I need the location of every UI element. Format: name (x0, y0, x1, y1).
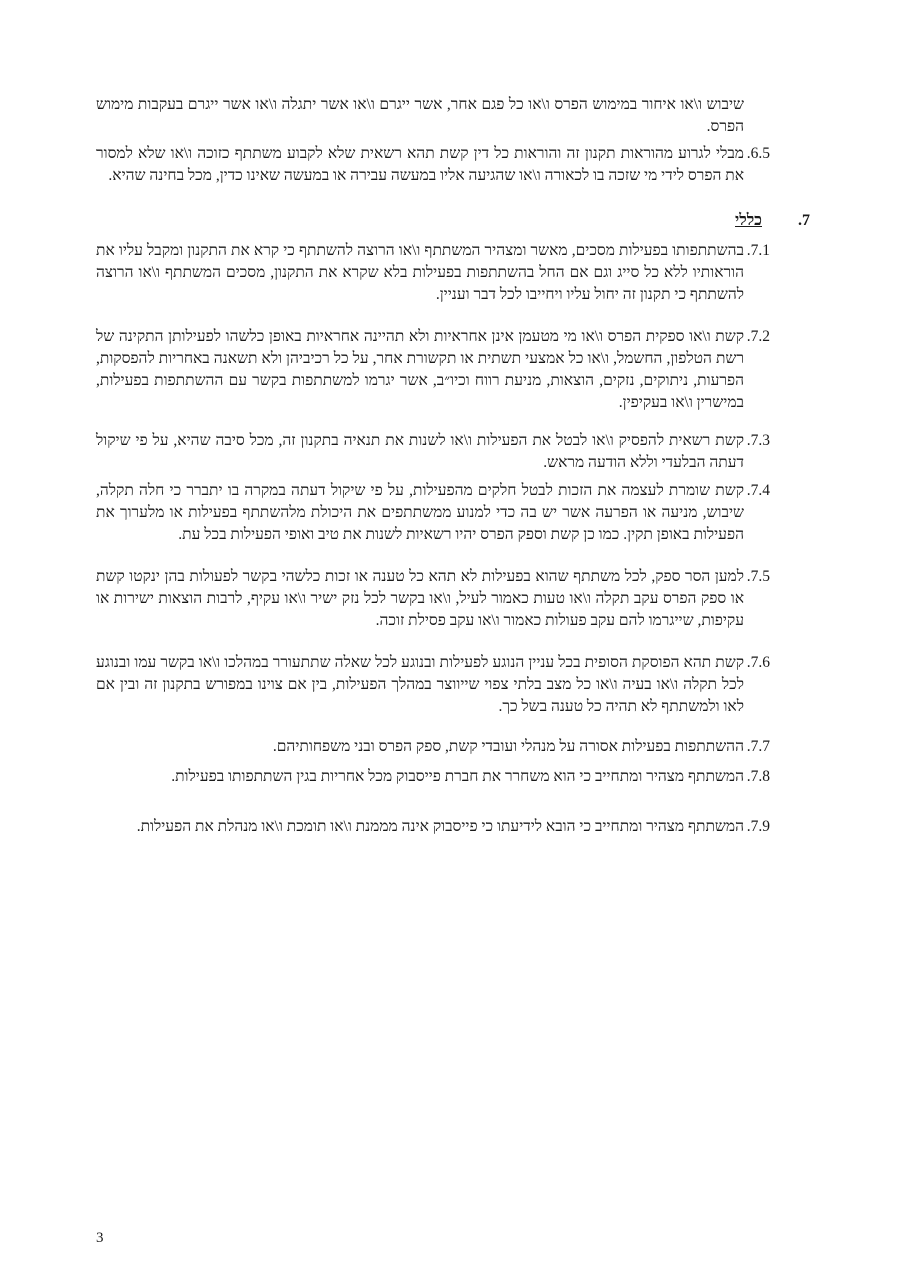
clause-number-7-9: .7.9 (746, 818, 770, 835)
section-number-7: .7 (798, 212, 810, 229)
clause-7-3: קשת רשאית להפסיק ו\או לבטל את הפעילות ו\או לשנות את תנאיה בתקנון זה, מכל סיבה שהיא, על פי שיקול דעתה הבלעדי וללא הודעה מראש. (96, 432, 744, 471)
clause-6-5: מבלי לגרוע מהוראות תקנון זה והוראות כל דין קשת תהא רשאית שלא לקבוע משתתף כזוכה ו\או שלא למסור את הפרס לידי מי שזכה בו לכאורה ו\או שהגיעה אליו במעשה עבירה או במעשה שאינו כדין, מכל בחינה שהיא. (96, 145, 744, 184)
continuation-paragraph: שיבוש ו\או איחור במימוש הפרס ו\או כל פגם אחר, אשר ייגרם ו\או אשר יתגלה ו\או אשר ייגרם בעקבות מימוש הפרס. (96, 96, 744, 135)
clause-7-9: המשתתף מצהיר ומתחייב כי הובא לידיעתו כי פייסבוק אינה מממנת ו\או תומכת ו\או מנהלת את הפעילות. (136, 818, 744, 835)
clause-number-7-7: .7.7 (746, 738, 770, 755)
clause-7-6: קשת תהא הפוסקת הסופית בכל עניין הנוגע לפעילות ובנוגע לכל שאלה שתתעורר במהלכו ו\או בקשר עמו ובנוגע לכל תקלה ו\או בעיה ו\או כל מצב בלתי צפוי שייווצר במהלך הפעילות, בין אם צוינו במפורש בתקנון זה ובין אם לאו ולמשתתף לא תהיה כל טענה בשל כך. (96, 654, 744, 715)
page-number: 3 (96, 1230, 104, 1246)
section-title-general: כללי (735, 212, 762, 229)
clause-7-5: למען הסר ספק, לכל משתתף שהוא בפעילות לא תהא כל טענה או זכות כלשהי בקשר לפעולות בהן ינקטו קשת או ספק הפרס עקב תקלה ו\או טעות כאמור לעיל, ו\או בקשר לכל נזק ישיר ו\או עקיף, לרבות הוצאות ישירות או עקיפות, שייגרמו להם עקב פעולות כאמור ו\או עקב פסילת זוכה. (96, 568, 744, 629)
clause-number-7-2: .7.2 (746, 328, 770, 345)
clause-7-2: קשת ו\או ספקית הפרס ו\או מי מטעמן אינן אחראיות ולא תהיינה אחראיות באופן כלשהו לפעילותן התקינה של רשת הטלפון, החשמל, ו\או כל אמצעי תשתית או תקשורת אחר, על כל רכיביהן ולא תשאנה באחריות להפסקות, הפרעות, ניתוקים, נזקים, הוצאות, מניעת רווח וכיו״ב, אשר יגרמו למשתתפות בקשר עם ההשתתפות בפעילות, במישרין ו\או בעקיפין. (96, 328, 744, 411)
clause-number-7-5: .7.5 (746, 568, 770, 585)
clause-7-7: ההשתתפות בפעילות אסורה על מנהלי ועובדי קשת, ספק הפרס ובני משפחותיהם. (272, 738, 744, 755)
clause-number-6-5: .6.5 (746, 145, 770, 162)
clause-number-7-3: .7.3 (746, 432, 770, 449)
clause-7-4: קשת שומרת לעצמה את הזכות לבטל חלקים מהפעילות, על פי שיקול דעתה במקרה בו יתברר כי חלה תקלה, שיבוש, מניעה או הפרעה אשר יש בה כדי למנוע ממשתתפים את היכולת מלהשתתף בפעילות או מלערוך את הפעילות באופן תקין. כמו כן קשת וספק הפרס יהיו רשאיות לשנות את טיב ואופי הפעילות בכל עת. (96, 482, 744, 543)
clause-number-7-8: .7.8 (746, 768, 770, 785)
clause-7-1: בהשתתפותו בפעילות מסכים, מאשר ומצהיר המשתתף ו\או הרוצה להשתתף כי קרא את התקנון ומקבל עליו את הוראותיו ללא כל סייג וגם אם החל בהשתתפות בפעילות בלא שקרא את התקנון, מסכים המשתתף ו\או הרוצה להשתתף כי תקנון זה יחול עליו ויחייבו לכל דבר ועניין. (96, 242, 744, 303)
clause-number-7-4: .7.4 (746, 482, 770, 499)
clause-7-8: המשתתף מצהיר ומתחייב כי הוא משחרר את חברת פייסבוק מכל אחריות בגין השתתפותו בפעילות. (171, 768, 744, 785)
clause-number-7-1: .7.1 (746, 242, 770, 259)
clause-number-7-6: .7.6 (746, 654, 770, 671)
